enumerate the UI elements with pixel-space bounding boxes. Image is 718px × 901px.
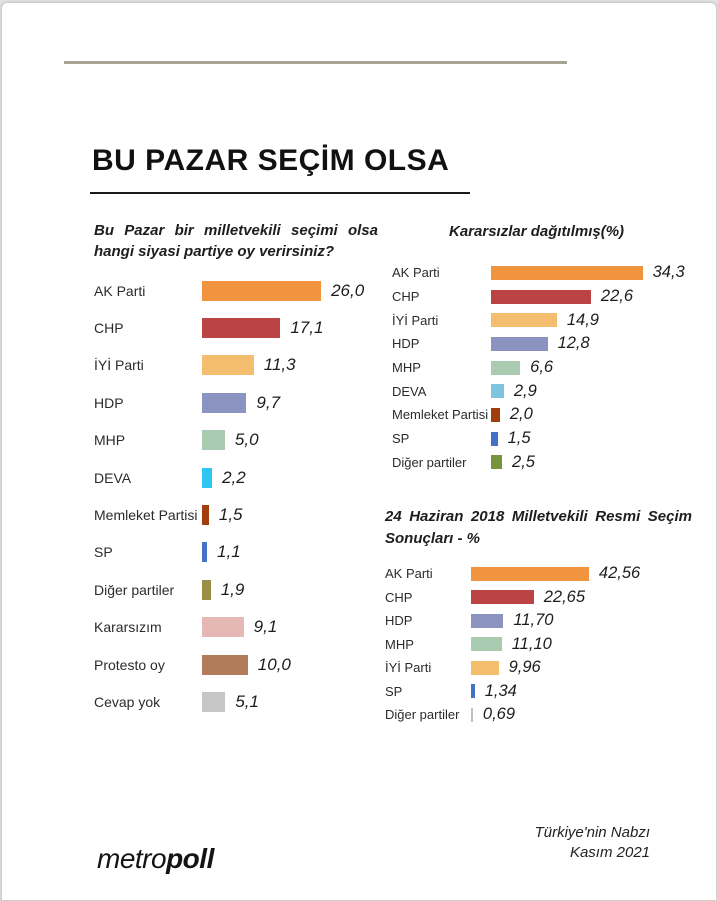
logo-metro-text: metro (97, 843, 167, 874)
tagline-line1: Türkiye'nin Nabzı (534, 824, 650, 841)
value-label: 1,5 (218, 505, 243, 525)
value-label: 0,69 (482, 705, 516, 724)
category-label: SP (385, 683, 403, 699)
value-label: 9,1 (253, 617, 278, 637)
category-label: DEVA (94, 469, 132, 486)
chart-row (385, 562, 715, 586)
category-label: SP (392, 431, 410, 447)
left-chart-question: Bu Pazar bir milletvekili seçimi olsa hangi siyasi partiye oy verirsiniz? (94, 222, 378, 261)
category-label: Kararsızım (94, 619, 162, 636)
category-label: Memleket Partisi (392, 407, 489, 423)
bar-hdp (202, 393, 246, 413)
title-underline (90, 192, 470, 194)
chart-row (392, 379, 712, 403)
bar-diğer-partiler (491, 455, 502, 469)
value-label: 17,1 (290, 318, 324, 338)
chart-row (392, 285, 712, 309)
chart-row (392, 451, 712, 475)
bar-deva (491, 384, 504, 398)
category-label: Protesto oy (94, 656, 165, 673)
value-label: 11,70 (513, 611, 554, 630)
category-label: AK Parti (94, 282, 146, 299)
chart-row (392, 308, 712, 332)
bar-deva (202, 468, 212, 488)
value-label: 9,96 (508, 658, 541, 677)
category-label: SP (94, 544, 113, 561)
value-label: 1,34 (484, 681, 517, 700)
bar-sp (202, 542, 207, 562)
bar-ak-parti (471, 567, 589, 581)
value-label: 2,0 (509, 405, 533, 424)
bar-diğer-partiler (471, 708, 473, 722)
bar-mhp (491, 361, 520, 375)
category-label: CHP (94, 320, 124, 337)
page-title: BU PAZAR SEÇİM OLSA (92, 144, 450, 177)
bar-ak-parti (491, 266, 643, 280)
chart-row (392, 332, 712, 356)
category-label: CHP (385, 589, 413, 605)
chart-row (385, 609, 715, 633)
value-label: 12,8 (557, 334, 590, 353)
value-label: 11,10 (511, 634, 552, 653)
category-label: Diğer partiler (94, 581, 175, 598)
value-label: 34,3 (652, 263, 685, 282)
category-label: AK Parti (385, 566, 433, 582)
chart-row (392, 427, 712, 451)
category-label: MHP (392, 360, 421, 376)
top-divider-rule (64, 61, 567, 64)
value-label: 22,65 (543, 587, 586, 606)
category-label: HDP (392, 336, 420, 352)
value-label: 22,6 (600, 287, 634, 306)
report-page (1, 2, 717, 901)
value-label: 2,5 (512, 452, 535, 471)
category-label: DEVA (392, 383, 427, 399)
tagline-line2: Kasım 2021 (569, 844, 650, 862)
bar-ak-parti (202, 281, 321, 301)
chart-row (385, 680, 715, 704)
category-label: İYİ Parti (385, 660, 432, 676)
bar-hdp (471, 614, 503, 628)
category-label: İYİ Parti (392, 312, 439, 328)
chart-row (385, 633, 715, 657)
official-results-chart-title: 24 Haziran 2018 Milletvekili Resmi Seçim Sonuçları - % (385, 508, 692, 547)
value-label: 10,0 (257, 654, 291, 674)
chart-row (392, 403, 712, 427)
value-label: 42,56 (598, 564, 641, 583)
category-label: MHP (385, 636, 414, 652)
value-label: 1,1 (217, 542, 241, 562)
bar-memleket-partisi (491, 408, 500, 422)
bar-i̇yi̇-parti (491, 313, 557, 327)
bar-memleket-partisi (202, 505, 209, 525)
category-label: MHP (94, 432, 126, 449)
undecided-chart-title: Kararsızlar dağıtılmış(%) (449, 223, 625, 240)
chart-row (94, 496, 514, 533)
category-label: Memleket Partisi (94, 507, 198, 524)
chart-row (385, 586, 715, 610)
logo-poll-text: poll (166, 843, 214, 874)
category-label: HDP (94, 394, 124, 411)
official-2018-results-bar-chart (385, 562, 715, 727)
value-label: 9,7 (256, 392, 281, 412)
bar-mhp (471, 637, 502, 651)
bar-kararsızım (202, 617, 244, 637)
value-label: 11,3 (263, 355, 296, 375)
value-label: 5,1 (235, 691, 259, 711)
bar-cevap-yok (202, 692, 225, 712)
metropoll-logo (97, 843, 214, 875)
category-label: HDP (385, 613, 413, 629)
value-label: 5,0 (234, 430, 259, 450)
bar-chp (202, 318, 280, 338)
bar-sp (471, 684, 475, 698)
value-label: 1,9 (220, 579, 245, 599)
chart-row (392, 261, 712, 285)
value-label: 26,0 (331, 280, 365, 300)
value-label: 2,9 (513, 381, 537, 400)
bar-i̇yi̇-parti (471, 661, 499, 675)
category-label: AK Parti (392, 265, 440, 281)
bar-diğer-partiler (202, 580, 211, 600)
value-label: 1,5 (507, 429, 531, 448)
undecided-distributed-bar-chart (392, 261, 712, 474)
bar-hdp (491, 337, 548, 351)
category-label: CHP (392, 289, 420, 305)
bar-mhp (202, 430, 225, 450)
value-label: 6,6 (530, 358, 554, 377)
category-label: İYİ Parti (94, 357, 144, 374)
category-label: Cevap yok (94, 693, 161, 710)
survey-tagline (535, 823, 650, 864)
chart-row (385, 656, 715, 680)
bar-i̇yi̇-parti (202, 355, 254, 375)
bar-chp (471, 590, 534, 604)
bar-protesto-oy (202, 655, 248, 675)
category-label: Diğer partiler (392, 454, 467, 470)
bar-chp (491, 290, 591, 304)
bar-sp (491, 432, 498, 446)
value-label: 14,9 (566, 310, 599, 329)
chart-row (385, 703, 715, 727)
chart-row (392, 356, 712, 380)
value-label: 2,2 (222, 467, 246, 487)
category-label: Diğer partiler (385, 707, 460, 723)
